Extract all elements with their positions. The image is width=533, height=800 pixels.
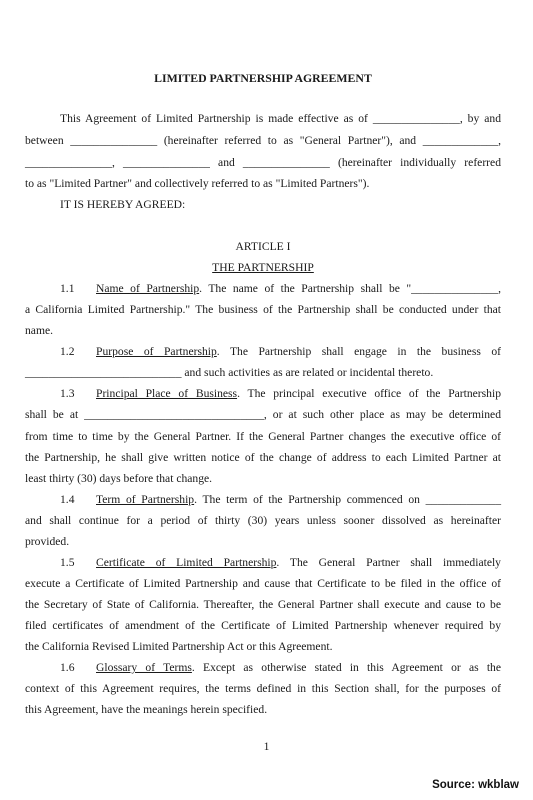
- section-line: this Agreement, have the meanings herein specified.: [25, 703, 268, 716]
- article-heading: ARTICLE I: [235, 240, 291, 253]
- intro-line: between _______________ (hereinafter referred to as "General Partner"), and _____________,: [25, 134, 501, 147]
- section-line: the California Revised Limited Partnership Act or this Agreement.: [25, 640, 333, 653]
- section-number: 1.3: [60, 387, 75, 400]
- section-number: 1.1: [60, 282, 75, 295]
- section-line: the Partnership, he shall give written notice of the change of address to each Limited Partner at: [25, 451, 501, 464]
- section-line: and shall continue for a period of thirty (30) years unless sooner dissolved as hereinafter: [25, 514, 501, 527]
- section-text: . The name of the Partnership shall be "_______________,: [199, 282, 501, 295]
- section-line: filed certificates of amendment of the Certificate of Limited Partnership whenever required by: [25, 619, 501, 632]
- section-line: shall be at _______________________________, or at such other place as may be determined: [25, 408, 501, 421]
- section-number: 1.5: [60, 556, 75, 569]
- intro-line: to as "Limited Partner" and collectively referred to as "Limited Partners").: [25, 177, 370, 190]
- section-line: provided.: [25, 535, 70, 548]
- article-title-text: THE PARTNERSHIP: [212, 261, 314, 274]
- section-number: 1.2: [60, 345, 75, 358]
- section-heading: Name of Partnership: [96, 282, 200, 295]
- section-text: . The principal executive office of the Partnership: [237, 387, 501, 400]
- intro-line: _______________, _______________ and _______________ (hereinafter individually referred: [25, 156, 501, 169]
- intro-line: This Agreement of Limited Partnership is made effective as of _______________, by and: [60, 112, 501, 125]
- section-line: least thirty (30) days before that change.: [25, 472, 213, 485]
- document-title: LIMITED PARTNERSHIP AGREEMENT: [154, 71, 372, 85]
- section-line: from time to time by the General Partner. If the General Partner changes the executive office of: [25, 430, 501, 443]
- section-heading: Glossary of Terms: [96, 661, 192, 674]
- article-title: [25, 261, 501, 275]
- section-1-5-first-line: [60, 556, 501, 570]
- section-line: name.: [25, 324, 54, 337]
- section-number: 1.4: [60, 493, 75, 506]
- section-line: context of this Agreement requires, the terms defined in this Section shall, for the purposes of: [25, 682, 501, 695]
- agreed-statement: IT IS HEREBY AGREED:: [60, 198, 186, 211]
- section-1-6-first-line: [60, 661, 501, 675]
- section-line: the Secretary of State of California. Thereafter, the General Partner shall execute and cause to be: [25, 598, 501, 611]
- section-line: execute a Certificate of Limited Partnership and cause that Certificate to be filed in the office of: [25, 577, 501, 590]
- section-line: ___________________________ and such activities as are related or incidental thereto.: [25, 366, 434, 379]
- section-heading: Certificate of Limited Partnership: [96, 556, 277, 569]
- section-text: . The Partnership shall engage in the business of: [216, 345, 501, 358]
- section-1-3-first-line: [60, 387, 501, 401]
- section-heading: Term of Partnership: [96, 493, 195, 506]
- source-label: Source: wkblaw: [432, 779, 519, 791]
- section-heading: Principal Place of Business: [96, 387, 238, 400]
- section-1-1-first-line: [60, 282, 501, 296]
- section-1-2-first-line: [60, 345, 501, 359]
- section-text: . The term of the Partnership commenced on _____________: [194, 493, 501, 506]
- section-text: . The General Partner shall immediately: [276, 556, 501, 569]
- section-line: a California Limited Partnership." The business of the Partnership shall be conducted under that: [25, 303, 501, 316]
- section-text: . Except as otherwise stated in this Agreement or as the: [191, 661, 501, 674]
- section-number: 1.6: [60, 661, 75, 674]
- section-1-4-first-line: [60, 493, 501, 507]
- section-heading: Purpose of Partnership: [96, 345, 217, 358]
- page-number: 1: [263, 740, 270, 753]
